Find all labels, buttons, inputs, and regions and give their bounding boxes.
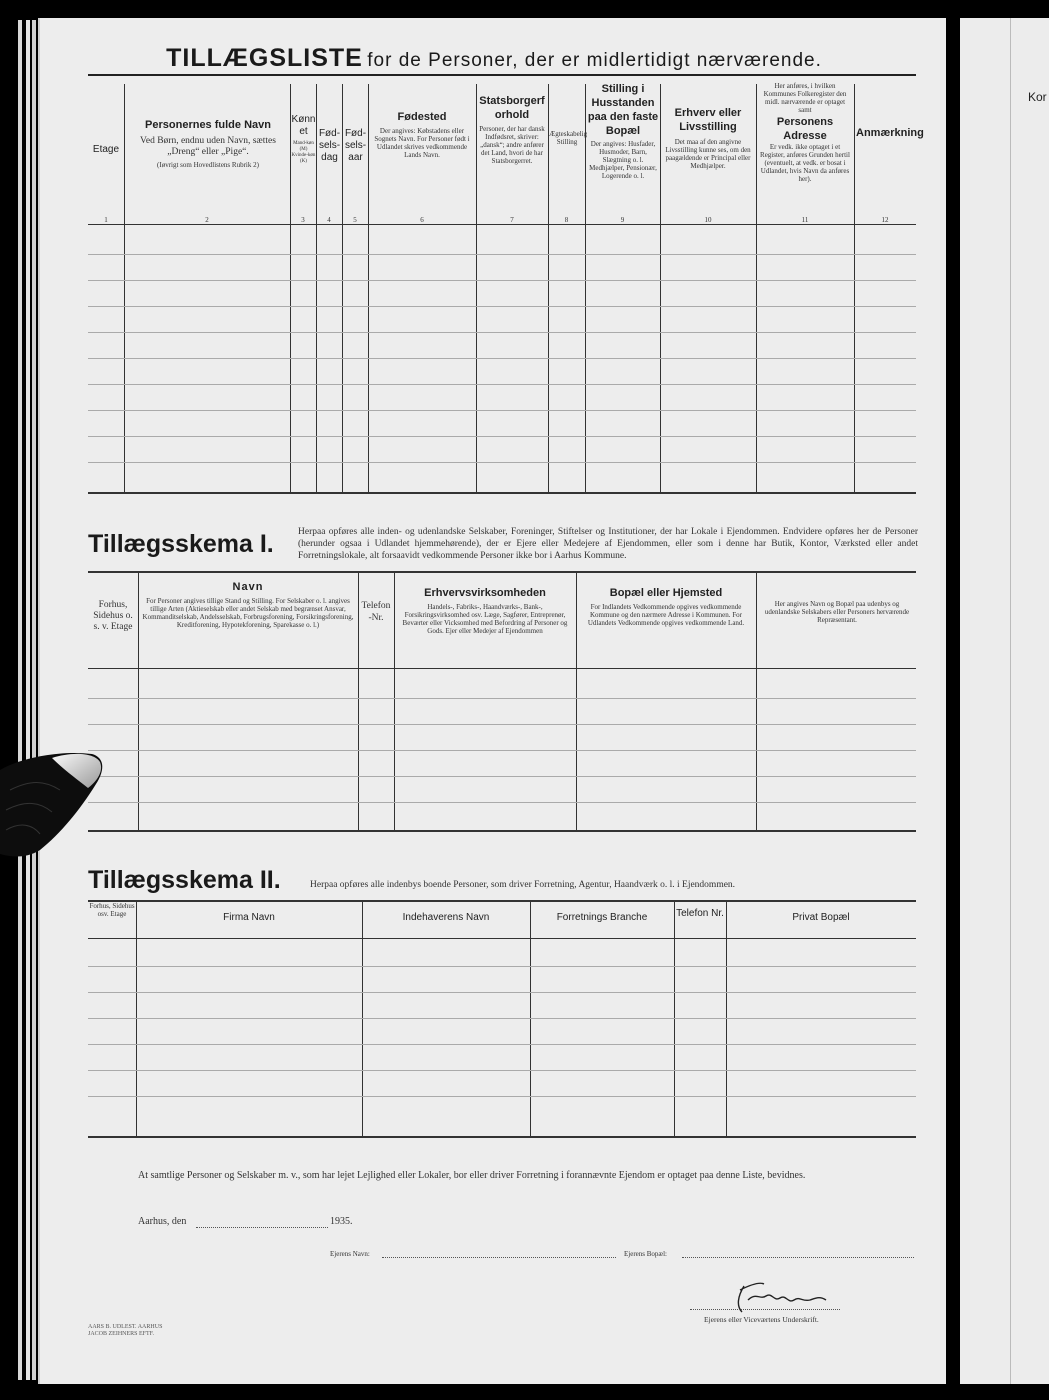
section-title-skema1: Tillægsskema I. (88, 530, 274, 558)
col-branch-header: Forretnings Branche (556, 912, 648, 923)
col-name-header: Personernes fulde Navn Ved Børn, endnu uden Navn, sættes „Dreng“ eller „Pige“. (Iøvrigt som Hovedlistens Rubrik 2) (140, 119, 276, 169)
col-occupation-header: Erhverv eller Livsstilling Det maa af den angivne Livsstilling kunne ses, om den paagældende er Principal eller Medhjælper. (665, 107, 751, 170)
col-number: 10 (704, 216, 712, 224)
form-page (38, 18, 946, 1384)
page-title: TILLÆGSLISTE for de Personer, der er midlertidigt nærværende. (166, 44, 822, 72)
section-description-skema1: Herpaa opføres alle inden- og udenlandske Selskaber, Foreninger, Stiftelser og Institutioner, der har Lokale i Ejendommen. Endvidere opføres her de Personer (herunder ogsaa i Udlandet hjemmehørende), der er Ejere eller Medejere af Ejendommen, eller som i denne har Butik, Kontor, Værksted eller andet Forretningslokale, alt forsaavidt vedkommende Personer ikke bor i Aarhus Kommune. (298, 527, 918, 561)
col-residence-header: Bopæl eller Hjemsted For Indlandets Vedkommende opgives vedkommende Kommune og den nærmere Adresse i Kommunen. For Udlandets Vedkommende opgives vedkommende Land. (587, 587, 745, 627)
page-edge (26, 20, 30, 1380)
col-number: 12 (881, 216, 889, 224)
col-etage-header: Forhus, Sidehus osv. Etage (89, 902, 135, 918)
col-household-header: Stilling i Husstanden paa den faste Bopæl Der angives: Husfader, Husmoder, Barn, Slægtning o. l. Medhjælper, Pensionær, Logerende o. l. (587, 83, 659, 180)
col-firm-header: Firma Navn (223, 912, 275, 923)
col-etage-header: Etage (92, 144, 120, 155)
section-description-skema2: Herpaa opføres alle indenbys boende Personer, som driver Forretning, Agentur, Haandværk o. l. i Ejendommen. (310, 880, 736, 890)
col-number: 9 (620, 216, 625, 224)
attestation-text: At samtlige Personer og Selskaber m. v., som har lejet Lejlighed eller Lokaler, bor eller driver Forretning i forannævnte Ejendom er optaget paa denne Liste, bevidnes. (138, 1170, 806, 1181)
date-line (196, 1226, 328, 1228)
main-list-table (40, 18, 946, 498)
col-number: 6 (420, 216, 424, 224)
col-phone-header: Telefon-Nr. (361, 601, 391, 623)
col-birthplace-header: Fødested Der angives: Købstadens eller Sognets Navn. For Personer født i Udlandet skrives vedkommende Lands Navn. (374, 111, 470, 159)
col-birthday-header: Fød-sels-dag (318, 128, 341, 163)
owner-name-line (382, 1256, 616, 1258)
col-address-header: Her anføres, i hvilken Kommunes Folkeregister den midl. nærværende er optaget samt Personens Adresse Er vedk. ikke optaget i et Register, anføres Grunden hertil (eventuelt, at vedk. er bosat i Udlandet, hvis Navn da anføres her). (760, 82, 850, 183)
col-representative-header: Her angives Navn og Bopæl paa udenbys og udenlandske Selskabers eller Personers herværende Repræsentant. (764, 600, 910, 624)
col-name-header: Navn For Personer angives tillige Stand og Stilling. For Selskaber o. l. angives tillige Arten (Aktieselskab eller andet Selskab med begrænset Ansvar, Kommanditselskab, Andelsselskab, Forbrugsforening, Forsikringsforening, Kreditforening, Hypotekforening, Sparekasse o. l.) (142, 581, 354, 629)
col-marital-header: Ægteskabelig Stilling (549, 130, 588, 146)
col-number: 1 (104, 216, 108, 224)
col-birthyear-header: Fød-sels-aar (344, 128, 367, 163)
page-edge (18, 20, 22, 1380)
owner-address-label: Ejerens Bopæl: (624, 1250, 667, 1258)
owner-name-label: Ejerens Navn: (330, 1250, 370, 1258)
col-private-address-header: Privat Bopæl (792, 912, 850, 923)
col-gender-header: Kønnet Mand-køn (M) Kvinde-køn (K) (291, 114, 316, 164)
col-number: 8 (564, 216, 569, 224)
col-number: 3 (301, 216, 305, 224)
col-number: 11 (801, 216, 809, 224)
col-number: 4 (327, 216, 331, 224)
place-date-label: Aarhus, den (138, 1216, 187, 1227)
col-number: 2 (205, 216, 209, 224)
col-owner-header: Indehaverens Navn (402, 912, 490, 923)
printer-imprint: AARS B. UDLEST. AARHUS JACOB ZEIHNERS EFTF. (88, 1324, 163, 1337)
page-edge (32, 20, 36, 1380)
signature-label: Ejerens eller Viceværtens Underskrift. (704, 1315, 819, 1324)
facing-page-text: Kor (1028, 90, 1047, 104)
col-business-header: Erhvervsvirksomheden Handels-, Fabriks-, Haandværks-, Bank-, Forsikringsvirksomhed osv. Læge, Sagfører, Entreprenør, Beværter eller Vicksomhed med Befordring af Personer og Gods. Ejer eller Medejer af Ejendommen (402, 587, 568, 635)
col-phone-header: Telefon Nr. (676, 908, 724, 919)
col-number: 7 (510, 216, 514, 224)
thumb-image (0, 750, 104, 860)
col-remarks-header: Anmærkning (856, 127, 924, 139)
col-number: 5 (353, 216, 357, 224)
year-label: 1935. (330, 1216, 353, 1227)
signature-scribble (730, 1278, 840, 1318)
col-etage-header: Forhus, Sidehus o. s. v. Etage (93, 600, 133, 632)
facing-page (960, 18, 1049, 1384)
col-citizenship-header: Statsborgerforhold Personer, der har dansk Indfødsret, skriver: „dansk“; andre anfører det Land, hvori de har Statsborgerret. (479, 95, 545, 165)
section-title-skema2: Tillægsskema II. (88, 866, 281, 894)
signature-line (690, 1308, 840, 1310)
owner-address-line (682, 1256, 914, 1258)
